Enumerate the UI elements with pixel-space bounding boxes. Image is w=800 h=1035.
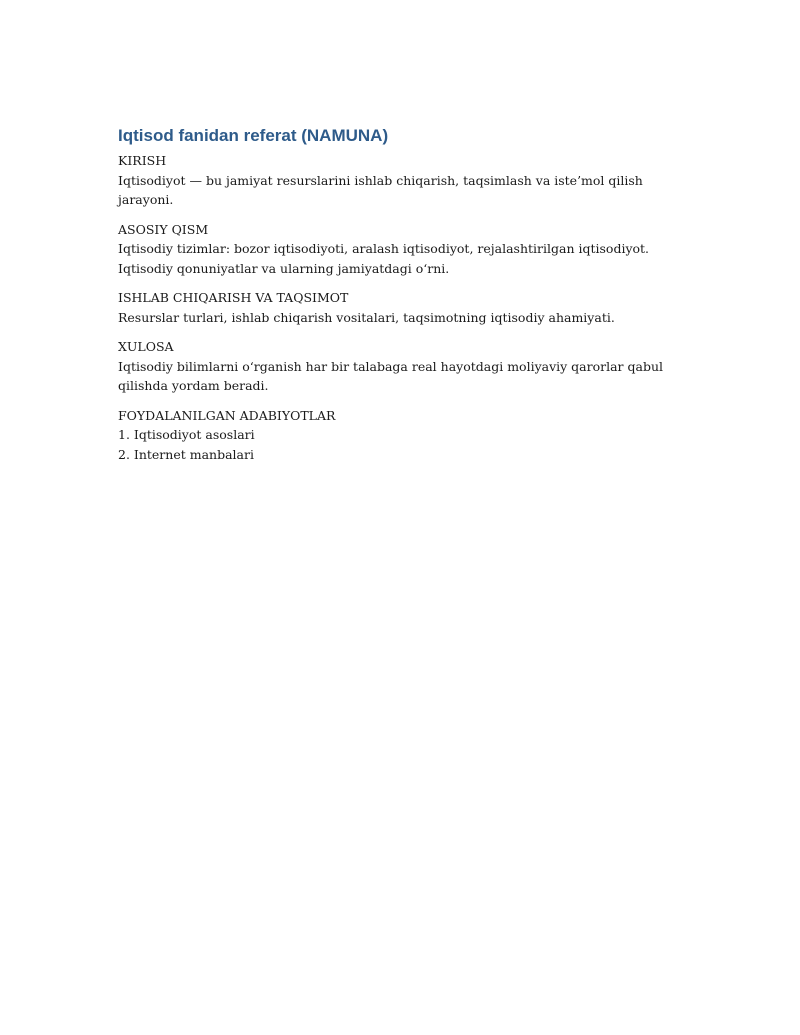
section-body: Iqtisodiy bilimlarni o‘rganish har bir talabaga real hayotdagi moliyaviy qarorlar qabul qilishda yordam beradi. — [118, 358, 664, 393]
reference-item: 1. Iqtisodiyot asoslari — [118, 427, 255, 442]
section-body: Iqtisodiyot — bu jamiyat resurslarini ishlab chiqarish, taqsimlash va iste’mol qilish jarayoni. — [118, 172, 643, 207]
section-heading: ISHLAB CHIQARISH VA TAQSIMOT — [118, 290, 349, 305]
reference-item: 2. Internet manbalari — [118, 446, 254, 462]
section-body: Resurslar turlari, ishlab chiqarish vositalari, taqsimotning iqtisodiy ahamiyati. — [118, 309, 615, 325]
section-body: Iqtisodiy tizimlar: bozor iqtisodiyoti, aralash iqtisodiyot, rejalashtirilgan iqtisodiyot. Iqtisodiy qonuniyatlar va ularning jamiyatdagi o‘rni. — [118, 241, 650, 276]
section-kirish — [118, 151, 688, 210]
references-heading: FOYDALANILGAN ADABIYOTLAR — [118, 407, 336, 423]
document-page — [118, 124, 688, 474]
document-title: Iqtisod fanidan referat (NAMUNA) — [118, 126, 389, 145]
section-heading: XULOSA — [118, 339, 174, 354]
references-list — [118, 425, 688, 464]
section-heading: KIRISH — [118, 153, 167, 168]
section-xulosa — [118, 337, 688, 396]
section-asosiy-qism — [118, 220, 688, 279]
section-heading: ASOSIY QISM — [118, 221, 209, 237]
section-ishlab-chiqarish — [118, 288, 688, 327]
section-references — [118, 406, 688, 465]
